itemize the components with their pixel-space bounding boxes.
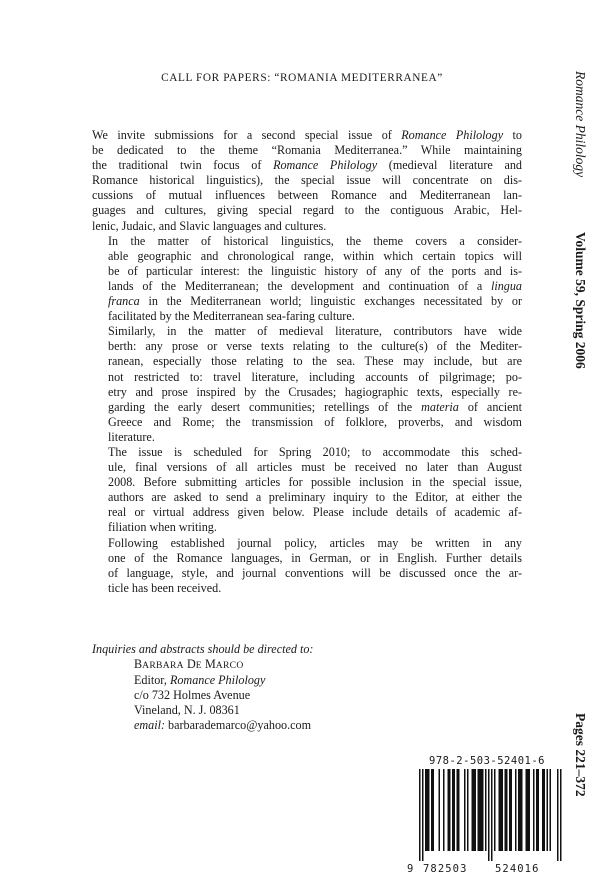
text-line: real or virtual address given below. Please include details of academic af- xyxy=(108,505,522,520)
text-line: ule, final versions of all articles must be received no later than August xyxy=(108,460,522,475)
address-line-1: c/o 732 Holmes Avenue xyxy=(134,688,251,703)
barcode-bar xyxy=(520,769,522,851)
paragraph xyxy=(92,234,522,325)
text-line: 2008. Before submitting articles for possible inclusion in the special issue, xyxy=(108,475,522,490)
barcode-bar xyxy=(422,769,424,861)
barcode-bar xyxy=(485,769,487,851)
text-line: etry and prose inspired by the Crusades; hagiographic texts, especially re- xyxy=(108,384,522,399)
text-line: garding the early desert communities; retellings of the materia of ancient xyxy=(108,399,522,414)
text-line: be dedicated to the theme “Romania Mediterranea.” While maintaining xyxy=(92,143,522,158)
barcode-bar xyxy=(502,769,504,851)
editor-name: BARBARA DE MARCO xyxy=(134,657,244,672)
barcode-bar xyxy=(550,769,552,851)
barcode-left-digits: 782503 xyxy=(423,863,468,875)
barcode-bar xyxy=(488,769,490,861)
barcode-bar xyxy=(494,769,496,851)
barcode-bar xyxy=(536,769,538,851)
barcode-bar xyxy=(506,769,508,851)
barcode-bar xyxy=(427,769,429,851)
text-line: Following established journal policy, articles may be written in any xyxy=(108,535,522,550)
barcode-bar xyxy=(448,769,450,851)
text-line: be of particular interest: the linguistic history of any of the ports and is- xyxy=(108,263,522,278)
page-title: CALL FOR PAPERS: “ROMANIA MEDITERRANEA” xyxy=(161,72,443,84)
barcode-bar xyxy=(515,769,517,851)
barcode-bar xyxy=(527,769,529,851)
barcode-right-digits: 524016 xyxy=(495,863,540,875)
barcode-bar xyxy=(454,769,456,851)
barcode-bar xyxy=(428,769,430,851)
editor-title: Editor, Romance Philology xyxy=(134,673,266,688)
barcode-bar xyxy=(439,769,441,851)
text-line: guages and cultures, giving special regard to the contiguous Arabic, Hel- xyxy=(92,203,522,218)
text-line: literature. xyxy=(108,429,155,444)
barcode-bar xyxy=(473,769,475,851)
spine xyxy=(568,0,602,887)
text-line: facilitated by the Mediterranean sea-faring culture. xyxy=(108,309,355,324)
text-line: of language, style, and journal conventions will be discussed once the ar- xyxy=(108,565,522,580)
text-line: filiation when writing. xyxy=(108,520,217,535)
text-line: able geographic and chronological range, within which certain topics will xyxy=(108,248,522,263)
barcode-bar xyxy=(521,769,523,851)
barcode-bar xyxy=(529,769,531,851)
text-line: authors are asked to send a preliminary inquiry to the Editor, at either the xyxy=(108,490,522,505)
barcode-bar xyxy=(425,769,427,851)
barcode-bar xyxy=(544,769,546,851)
barcode-bar xyxy=(533,769,535,851)
text-line: The issue is scheduled for Spring 2010; to accommodate this sched- xyxy=(108,444,522,459)
barcode-bar xyxy=(499,769,501,851)
spine-journal-title: Romance Philology xyxy=(573,71,588,178)
barcode-bar xyxy=(458,769,460,851)
email-label: email: xyxy=(134,718,166,733)
text-line: franca in the Mediterranean world; linguistic exchanges necessitated by or xyxy=(108,294,522,309)
call-for-papers-body xyxy=(92,128,522,596)
barcode-bar xyxy=(511,769,513,851)
spine-pages: Pages 221–372 xyxy=(573,713,588,797)
text-line: the traditional twin focus of Romance Philology (medieval literature and xyxy=(92,158,522,173)
text-line: ticle has been received. xyxy=(108,580,222,595)
text-line: not restricted to: travel literature, including accounts of pilgrimage; po- xyxy=(108,369,522,384)
text-line: Greece and Rome; the transmission of folklore, proverbs, and wisdom xyxy=(108,414,522,429)
barcode-bar xyxy=(509,769,511,851)
paragraph xyxy=(92,128,522,234)
text-line: ranean, especially those relating to the sea. These may include, but are xyxy=(108,354,522,369)
text-line: Romance historical linguistics), the special issue will concentrate on dis- xyxy=(92,173,522,188)
barcode-lead-digit: 9 xyxy=(407,863,415,875)
barcode-bar xyxy=(518,769,520,851)
inquiry-block xyxy=(92,642,512,734)
address-line-2: Vineland, N. J. 08361 xyxy=(134,703,240,718)
barcode-bar xyxy=(457,769,459,851)
barcode-bar xyxy=(472,769,474,851)
barcode-bar xyxy=(482,769,484,851)
barcode-bars xyxy=(407,769,570,863)
barcode-bar xyxy=(500,769,502,851)
paragraph xyxy=(92,324,522,445)
text-line: We invite submissions for a second special issue of Romance Philology to xyxy=(92,128,522,142)
text-line: lenic, Judaic, and Slavic languages and cultures. xyxy=(92,218,327,233)
barcode-bar xyxy=(505,769,507,851)
barcode-bar xyxy=(467,769,469,851)
isbn-number: 978-2-503-52401-6 xyxy=(429,755,545,767)
paragraph xyxy=(92,445,522,536)
barcode-bar xyxy=(557,769,559,861)
barcode-bar xyxy=(542,769,544,851)
barcode-bar xyxy=(560,769,562,861)
email-line xyxy=(92,718,512,733)
barcode-bar xyxy=(475,769,477,851)
text-line: one of the Romance languages, in German, or in English. Further details xyxy=(108,550,522,565)
spine-volume: Volume 59, Spring 2006 xyxy=(573,232,588,369)
barcode-bar xyxy=(479,769,481,851)
barcode-bar xyxy=(431,769,433,851)
barcode-bar xyxy=(481,769,483,851)
text-line: In the matter of historical linguistics, the theme covers a consider- xyxy=(108,233,522,248)
text-line: lands of the Mediterranean; the development and continuation of a lingua xyxy=(108,278,522,293)
paragraph xyxy=(92,536,522,596)
barcode-bar xyxy=(526,769,528,851)
barcode-bar xyxy=(547,769,549,851)
barcode-bar xyxy=(419,769,421,861)
text-line: Similarly, in the matter of medieval literature, contributors have wide xyxy=(108,324,522,339)
barcode-bar xyxy=(433,769,435,851)
isbn-barcode xyxy=(407,755,570,875)
barcode-bar xyxy=(443,769,445,851)
barcode-bar xyxy=(491,769,493,861)
barcode-bar xyxy=(538,769,540,851)
barcode-bar xyxy=(464,769,466,851)
barcode-bar xyxy=(452,769,454,851)
text-line: berth: any prose or verse texts relating to the culture(s) of the Mediter- xyxy=(108,339,522,354)
text-line: cussions of mutual influences between Romance and Mediterranean lan- xyxy=(92,188,522,203)
barcode-bar xyxy=(478,769,480,851)
email-address[interactable]: barbarademarco@yahoo.com xyxy=(165,718,312,733)
barcode-bar xyxy=(449,769,451,851)
inquiry-lead: Inquiries and abstracts should be directed to: xyxy=(92,642,314,656)
